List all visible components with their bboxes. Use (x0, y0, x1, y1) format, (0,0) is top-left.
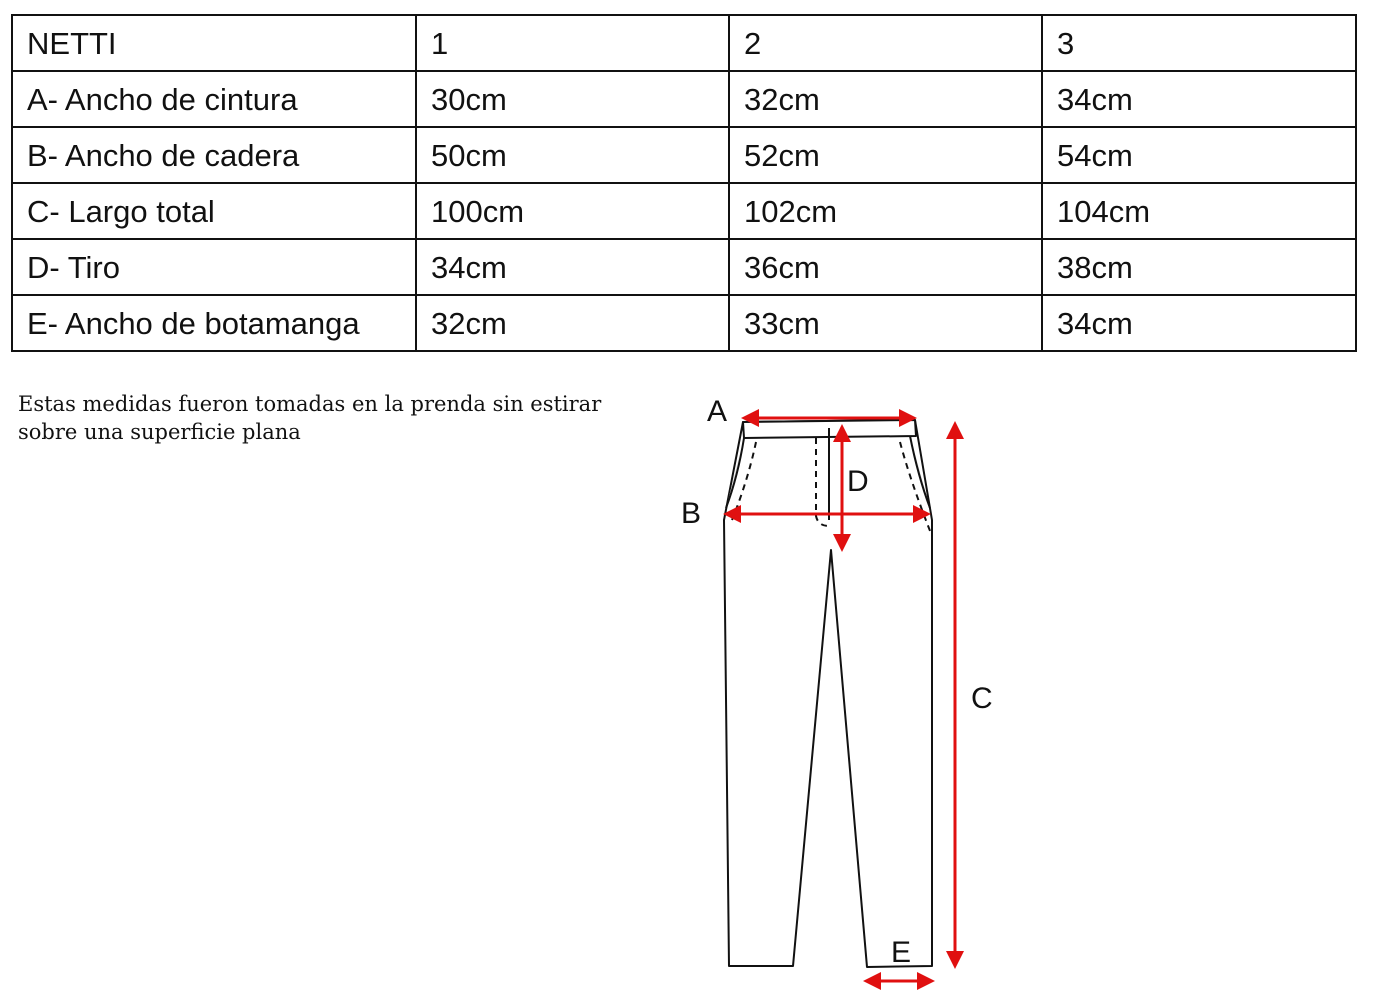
row-label: E- Ancho de botamanga (12, 295, 416, 351)
table-cell: 100cm (416, 183, 729, 239)
label-c: C (971, 682, 993, 715)
label-d: D (847, 465, 869, 498)
table-cell: 32cm (416, 295, 729, 351)
table-cell: 50cm (416, 127, 729, 183)
header-size-3: 3 (1042, 15, 1356, 71)
label-b: B (681, 497, 702, 530)
note-line-1: Estas medidas fueron tomadas en la prenda sin estirar (18, 392, 602, 416)
table-cell: 32cm (729, 71, 1042, 127)
note-line-2: sobre una superficie plana (18, 420, 301, 444)
pants-outline (724, 420, 932, 967)
table-cell: 34cm (416, 239, 729, 295)
row-label: C- Largo total (12, 183, 416, 239)
row-label: B- Ancho de cadera (12, 127, 416, 183)
table-cell: 52cm (729, 127, 1042, 183)
row-label: A- Ancho de cintura (12, 71, 416, 127)
table-cell: 104cm (1042, 183, 1356, 239)
header-size-2: 2 (729, 15, 1042, 71)
table-cell: 30cm (416, 71, 729, 127)
header-model: NETTI (12, 15, 416, 71)
table-cell: 33cm (729, 295, 1042, 351)
header-size-1: 1 (416, 15, 729, 71)
table-cell: 102cm (729, 183, 1042, 239)
table-cell: 34cm (1042, 71, 1356, 127)
table-cell: 38cm (1042, 239, 1356, 295)
label-e: E (891, 936, 912, 969)
row-label: D- Tiro (12, 239, 416, 295)
table-cell: 34cm (1042, 295, 1356, 351)
label-a: A (707, 395, 728, 428)
table-cell: 54cm (1042, 127, 1356, 183)
table-cell: 36cm (729, 239, 1042, 295)
